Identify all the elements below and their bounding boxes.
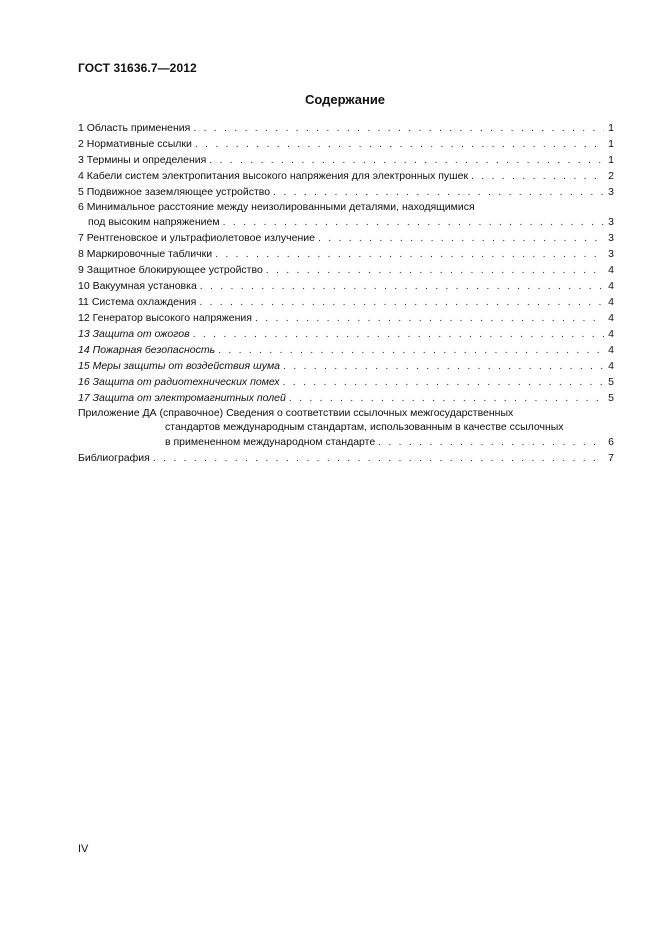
page-title: Содержание: [304, 92, 386, 107]
toc-entry-15[interactable]: 15 Меры защиты от воздействия шума . . . 4: [78, 358, 614, 374]
toc-entry-12[interactable]: 12 Генератор высокого напряжения . . . 4: [78, 310, 614, 326]
toc-entry-7[interactable]: 7 Рентгеновское и ультрафиолетовое излучение . . . 3: [78, 230, 614, 246]
toc-entry-bibliography[interactable]: Библиография . . . 7: [78, 450, 614, 466]
toc-entry-2[interactable]: 2 Нормативные ссылки . . . 1: [78, 136, 614, 152]
toc-entry-14[interactable]: 14 Пожарная безопасность . . . 4: [78, 342, 614, 358]
table-of-contents: [78, 120, 614, 466]
toc-entry-8[interactable]: 8 Маркировочные таблички . . . 3: [78, 246, 614, 262]
toc-entry-17[interactable]: 17 Защита от электромагнитных полей . . . 5: [78, 390, 614, 406]
toc-entry-6[interactable]: 6 Минимальное расстояние между неизолированными деталями, находящимися под высоким напряжением . . . 3: [78, 200, 614, 230]
toc-entry-9[interactable]: 9 Защитное блокирующее устройство . . . 4: [78, 262, 614, 278]
toc-entry-10[interactable]: 10 Вакуумная установка . . . 4: [78, 278, 614, 294]
toc-entry-3[interactable]: 3 Термины и определения . . . 1: [78, 152, 614, 168]
toc-entry-5[interactable]: 5 Подвижное заземляющее устройство . . . 3: [78, 184, 614, 200]
toc-entry-16[interactable]: 16 Защита от радиотехнических помех . . . 5: [78, 374, 614, 390]
toc-entry-4[interactable]: 4 Кабели систем электропитания высокого напряжения для электронных пушек . . . 2: [78, 168, 614, 184]
document-header: ГОСТ 31636.7—2012: [78, 61, 197, 75]
toc-entry-13[interactable]: 13 Защита от ожогов . . . 4: [78, 326, 614, 342]
toc-entry-1[interactable]: 1 Область применения . . . 1: [78, 120, 614, 136]
toc-entry-11[interactable]: 11 Система охлаждения . . . 4: [78, 294, 614, 310]
toc-entry-appendix[interactable]: Приложение ДА (справочное) Сведения о соответствии ссылочных межгосударственных стандартов международным стандартам, использованным в качестве ссылочных в примененном международном стандарте . . . 6: [78, 406, 614, 450]
page-number: IV: [78, 843, 89, 855]
